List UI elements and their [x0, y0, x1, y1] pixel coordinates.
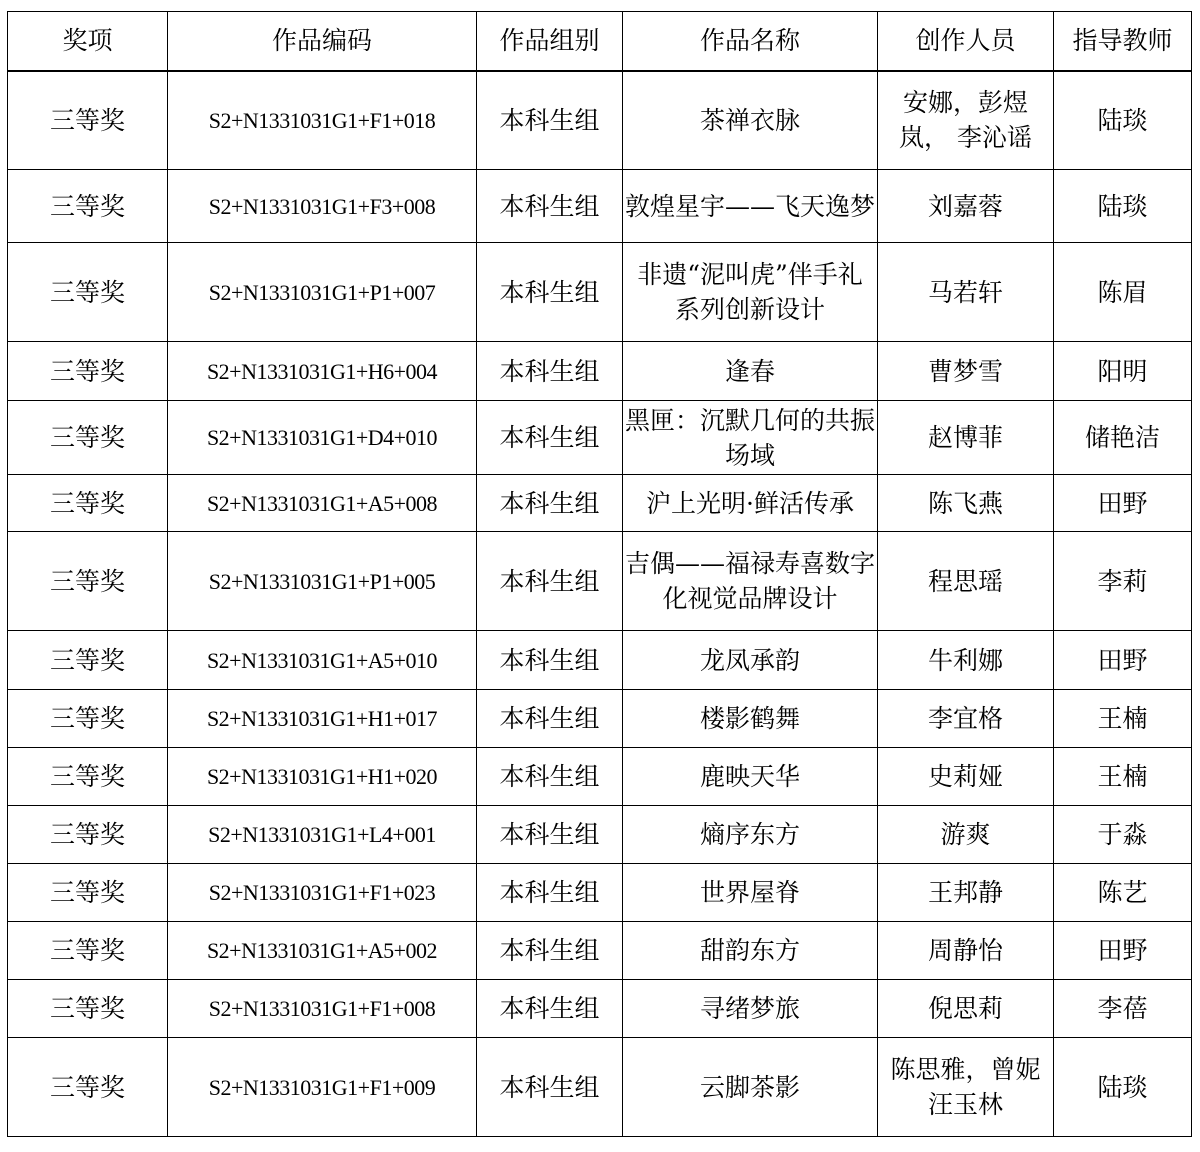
award-cell: 三等奖: [8, 342, 168, 401]
code-cell: S2+N1331031G1+P1+005: [168, 532, 477, 631]
award-cell: 三等奖: [8, 980, 168, 1038]
title-cell: 熵序东方: [623, 806, 878, 864]
advisor-cell: 李蓓: [1054, 980, 1192, 1038]
title-cell: 黑匣：沉默几何的共振场域: [623, 401, 878, 475]
code-cell: S2+N1331031G1+A5+008: [168, 475, 477, 532]
title-cell: 世界屋脊: [623, 864, 878, 922]
award-cell: 三等奖: [8, 401, 168, 475]
award-cell: 三等奖: [8, 864, 168, 922]
creators-cell: 程思瑶: [878, 532, 1054, 631]
group-cell: 本科生组: [477, 864, 623, 922]
table-row: [8, 631, 1192, 690]
creators-cell: 王邦静: [878, 864, 1054, 922]
title-cell: 云脚茶影: [623, 1038, 878, 1137]
table-row: [8, 170, 1192, 243]
code-cell: S2+N1331031G1+D4+010: [168, 401, 477, 475]
advisor-cell: 李莉: [1054, 532, 1192, 631]
header-award: 奖项: [8, 12, 168, 71]
advisor-cell: 陆琰: [1054, 170, 1192, 243]
title-cell: 沪上光明·鲜活传承: [623, 475, 878, 532]
group-cell: 本科生组: [477, 690, 623, 748]
group-cell: 本科生组: [477, 748, 623, 806]
code-cell: S2+N1331031G1+A5+002: [168, 922, 477, 980]
advisor-cell: 王楠: [1054, 690, 1192, 748]
title-cell: 鹿映天华: [623, 748, 878, 806]
advisor-cell: 田野: [1054, 475, 1192, 532]
group-cell: 本科生组: [477, 980, 623, 1038]
award-cell: 三等奖: [8, 922, 168, 980]
creators-cell: 刘嘉蓉: [878, 170, 1054, 243]
header-title: 作品名称: [623, 12, 878, 71]
code-cell: S2+N1331031G1+H1+020: [168, 748, 477, 806]
group-cell: 本科生组: [477, 243, 623, 342]
group-cell: 本科生组: [477, 922, 623, 980]
header-group: 作品组别: [477, 12, 623, 71]
advisor-cell: 储艳洁: [1054, 401, 1192, 475]
group-cell: 本科生组: [477, 1038, 623, 1137]
award-cell: 三等奖: [8, 71, 168, 170]
group-cell: 本科生组: [477, 401, 623, 475]
table-row: [8, 475, 1192, 532]
title-cell: 非遗“泥叫虎”伴手礼系列创新设计: [623, 243, 878, 342]
group-cell: 本科生组: [477, 170, 623, 243]
code-cell: S2+N1331031G1+H6+004: [168, 342, 477, 401]
award-cell: 三等奖: [8, 243, 168, 342]
creators-cell: 陈思雅，曾妮汪玉林: [878, 1038, 1054, 1137]
group-cell: 本科生组: [477, 475, 623, 532]
creators-cell: 赵博菲: [878, 401, 1054, 475]
code-cell: S2+N1331031G1+F1+018: [168, 71, 477, 170]
advisor-cell: 田野: [1054, 922, 1192, 980]
header-code: 作品编码: [168, 12, 477, 71]
code-cell: S2+N1331031G1+H1+017: [168, 690, 477, 748]
table-row: [8, 806, 1192, 864]
table-row: [8, 532, 1192, 631]
code-cell: S2+N1331031G1+A5+010: [168, 631, 477, 690]
creators-cell: 李宜格: [878, 690, 1054, 748]
creators-cell: 马若轩: [878, 243, 1054, 342]
code-cell: S2+N1331031G1+F1+009: [168, 1038, 477, 1137]
advisor-cell: 陆琰: [1054, 71, 1192, 170]
code-cell: S2+N1331031G1+F3+008: [168, 170, 477, 243]
code-cell: S2+N1331031G1+F1+023: [168, 864, 477, 922]
group-cell: 本科生组: [477, 806, 623, 864]
creators-cell: 史莉娅: [878, 748, 1054, 806]
award-cell: 三等奖: [8, 1038, 168, 1137]
code-cell: S2+N1331031G1+P1+007: [168, 243, 477, 342]
advisor-cell: 田野: [1054, 631, 1192, 690]
header-creators: 创作人员: [878, 12, 1054, 71]
advisor-cell: 阳明: [1054, 342, 1192, 401]
group-cell: 本科生组: [477, 532, 623, 631]
table-row: [8, 690, 1192, 748]
title-cell: 甜韵东方: [623, 922, 878, 980]
table-header-row: [8, 12, 1192, 71]
title-cell: 逢春: [623, 342, 878, 401]
table-row: [8, 922, 1192, 980]
award-cell: 三等奖: [8, 690, 168, 748]
creators-cell: 游爽: [878, 806, 1054, 864]
award-cell: 三等奖: [8, 170, 168, 243]
creators-cell: 周静怡: [878, 922, 1054, 980]
creators-cell: 倪思莉: [878, 980, 1054, 1038]
creators-cell: 曹梦雪: [878, 342, 1054, 401]
award-cell: 三等奖: [8, 631, 168, 690]
award-cell: 三等奖: [8, 475, 168, 532]
title-cell: 楼影鹤舞: [623, 690, 878, 748]
advisor-cell: 陆琰: [1054, 1038, 1192, 1137]
table-row: [8, 243, 1192, 342]
table-row: [8, 401, 1192, 475]
title-cell: 吉偶——福禄寿喜数字化视觉品牌设计: [623, 532, 878, 631]
group-cell: 本科生组: [477, 342, 623, 401]
table-row: [8, 980, 1192, 1038]
group-cell: 本科生组: [477, 71, 623, 170]
title-cell: 寻绪梦旅: [623, 980, 878, 1038]
creators-cell: 安娜，彭煜岚， 李沁谣: [878, 71, 1054, 170]
award-cell: 三等奖: [8, 806, 168, 864]
advisor-cell: 陈艺: [1054, 864, 1192, 922]
title-cell: 敦煌星宇——飞天逸梦: [623, 170, 878, 243]
table-row: [8, 71, 1192, 170]
advisor-cell: 王楠: [1054, 748, 1192, 806]
title-cell: 龙凤承韵: [623, 631, 878, 690]
award-cell: 三等奖: [8, 748, 168, 806]
table-row: [8, 864, 1192, 922]
table-row: [8, 748, 1192, 806]
header-advisor: 指导教师: [1054, 12, 1192, 71]
table-row: [8, 1038, 1192, 1137]
table-row: [8, 342, 1192, 401]
table-body: [8, 71, 1192, 1137]
code-cell: S2+N1331031G1+L4+001: [168, 806, 477, 864]
award-cell: 三等奖: [8, 532, 168, 631]
code-cell: S2+N1331031G1+F1+008: [168, 980, 477, 1038]
awards-table: [7, 11, 1192, 1137]
advisor-cell: 陈眉: [1054, 243, 1192, 342]
creators-cell: 陈飞燕: [878, 475, 1054, 532]
title-cell: 茶禅衣脉: [623, 71, 878, 170]
group-cell: 本科生组: [477, 631, 623, 690]
creators-cell: 牛利娜: [878, 631, 1054, 690]
advisor-cell: 于淼: [1054, 806, 1192, 864]
